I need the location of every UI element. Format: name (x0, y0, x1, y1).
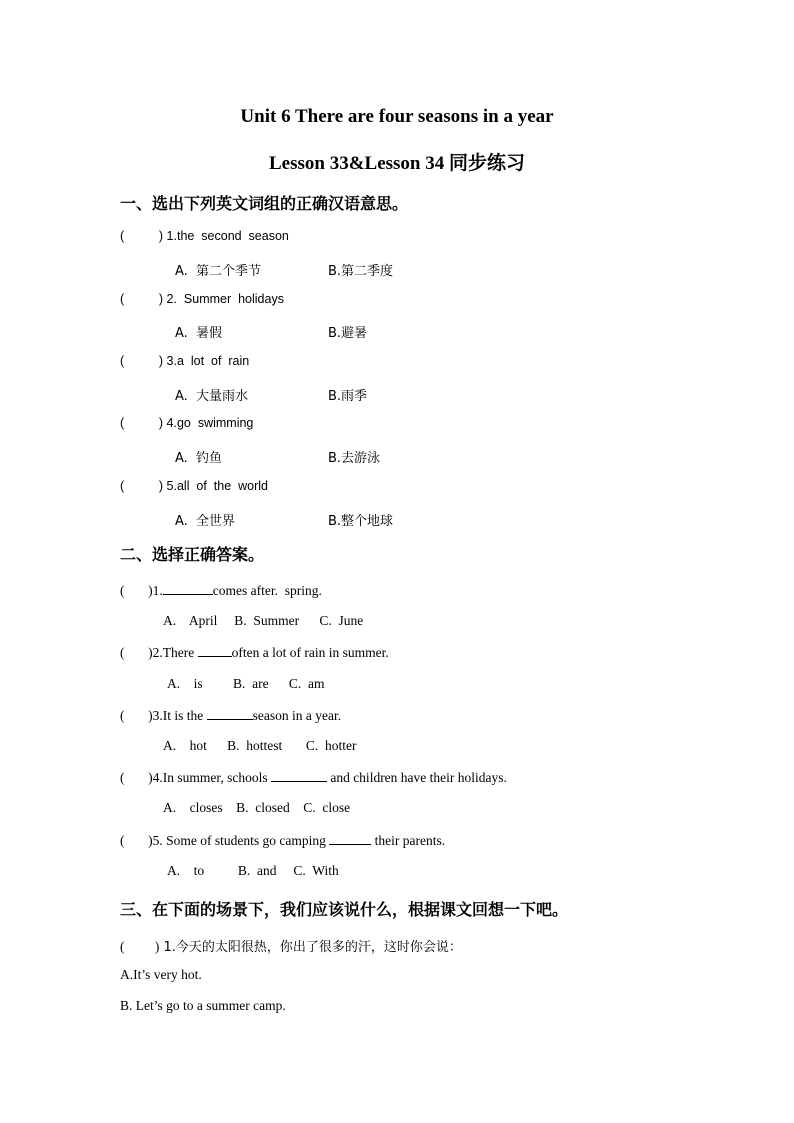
answer-bracket[interactable]: ( ) (120, 292, 164, 306)
fill-blank[interactable] (207, 707, 253, 720)
part3-answer-a: A.It’s very hot. (120, 967, 202, 982)
fill-blank[interactable] (198, 644, 232, 657)
part3-answer-b: B. Let’s go to a summer camp. (120, 998, 286, 1013)
question-suffix: season in a year. (252, 708, 342, 723)
part1-option-a-4: A. 钓鱼 (175, 451, 223, 466)
question-suffix: their parents. (371, 833, 446, 848)
question-text: 1.今天的太阳很热，你出了很多的汗，这时你会说： (163, 940, 462, 955)
part1-question-2 (120, 292, 284, 306)
question-prefix: 5. Some of students go camping (152, 833, 330, 848)
question-text: 1.the second season (166, 229, 289, 243)
answer-bracket[interactable]: ( ) (120, 229, 164, 243)
part1-question-4 (120, 416, 253, 430)
part1-option-b-5: B.整个地球 (328, 514, 394, 529)
question-text: 4.go swimming (166, 416, 254, 430)
fill-blank[interactable] (163, 582, 213, 595)
part2-question-2 (120, 644, 389, 661)
answer-bracket[interactable]: ( ) (120, 770, 153, 785)
answer-bracket[interactable]: ( ) (120, 354, 164, 368)
part2-options-4: A. closes B. closed C. close (163, 800, 351, 815)
section-heading-part1: 一、选出下列英文词组的正确汉语意思。 (120, 194, 409, 213)
question-text: 3.a lot of rain (166, 354, 250, 368)
part2-options-5: A. to B. and C. With (167, 863, 339, 878)
question-text: 2. Summer holidays (166, 292, 284, 306)
answer-bracket[interactable]: ( ) (120, 708, 153, 723)
part1-option-b-2: B.避暑 (328, 326, 368, 341)
part1-option-b-3: B.雨季 (328, 389, 368, 404)
answer-bracket[interactable]: ( ) (120, 939, 160, 954)
section-heading-part3: 三、在下面的场景下，我们应该说什么，根据课文回想一下吧。 (120, 900, 569, 919)
fill-blank[interactable] (271, 769, 327, 782)
answer-bracket[interactable]: ( ) (120, 416, 164, 430)
part1-option-a-1: A. 第二个季节 (175, 264, 262, 279)
part1-question-5 (120, 479, 268, 493)
part3-question-1 (120, 936, 462, 955)
part1-option-a-3: A. 大量雨水 (175, 389, 249, 404)
question-suffix: comes after. spring. (212, 583, 322, 598)
answer-bracket[interactable]: ( ) (120, 479, 164, 493)
part1-option-a-5: A. 全世界 (175, 514, 236, 529)
section-heading-part2: 二、选择正确答案。 (120, 545, 265, 564)
question-suffix: and children have their holidays. (326, 770, 507, 785)
question-prefix: 1. (152, 583, 163, 598)
part1-option-b-4: B.去游泳 (328, 451, 381, 466)
answer-bracket[interactable]: ( ) (120, 583, 153, 598)
part2-question-1 (120, 582, 322, 599)
page-title: Unit 6 There are four seasons in a year (240, 106, 554, 127)
question-prefix: 4.In summer, schools (152, 770, 271, 785)
part2-question-4 (120, 769, 507, 786)
part2-options-2: A. is B. are C. am (167, 676, 325, 691)
part2-question-5 (120, 832, 445, 849)
question-text: 5.all of the world (166, 479, 268, 493)
part2-question-3 (120, 707, 341, 724)
question-prefix: 3.It is the (152, 708, 207, 723)
part1-option-b-1: B.第二季度 (328, 264, 394, 279)
part1-option-a-2: A. 暑假 (175, 326, 223, 341)
answer-bracket[interactable]: ( ) (120, 645, 153, 660)
page-subtitle: Lesson 33&Lesson 34 同步练习 (269, 153, 525, 174)
fill-blank[interactable] (329, 832, 371, 845)
part2-options-1: A. April B. Summer C. June (163, 613, 364, 628)
question-prefix: 2.There (152, 645, 198, 660)
answer-bracket[interactable]: ( ) (120, 833, 153, 848)
part2-options-3: A. hot B. hottest C. hotter (163, 738, 357, 753)
part1-question-3 (120, 354, 249, 368)
question-suffix: often a lot of rain in summer. (231, 645, 389, 660)
part1-question-1 (120, 229, 289, 243)
